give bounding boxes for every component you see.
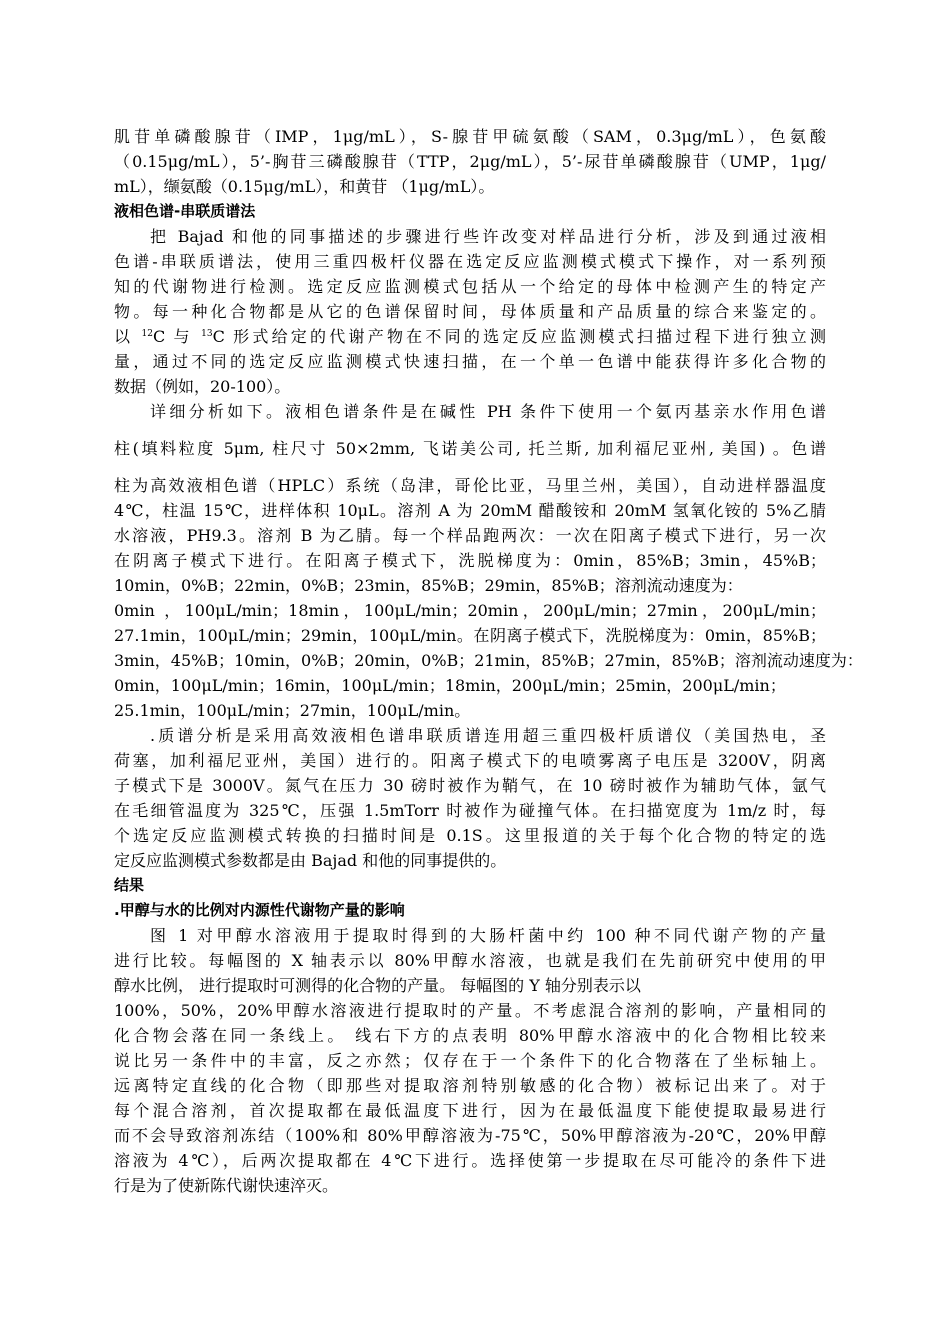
intro-paragraph xyxy=(114,124,826,199)
text-line: 把 Bajad 和他的同事描述的步骤进行些许改变对样品进行分析，涉及到通过液相 xyxy=(150,227,826,246)
text-line: 荷塞，加利福尼亚州，美国）进行的。阳离子模式下的电喷雾离子电压是 3200V，阴离 xyxy=(114,751,826,770)
text-line: 0min，100μL/min；16min，100μL/min；18min，200μL/min；25min，200μL/min； xyxy=(114,676,786,695)
text-line: 个选定反应监测模式转换的扫描时间是 0.1S。这里报道的关于每个化合物的特定的选 xyxy=(114,826,826,845)
text-line: 25.1min，100μL/min；27min，100μL/min。 xyxy=(114,701,471,720)
text-line: 物。每一种化合物都是从它的色谱保留时间，母体质量和产品质量的综合来鉴定的。 xyxy=(114,302,826,321)
text-span: C 形式给定的代谢产物在不同的选定反应监测模式扫描过程下进行独立测 xyxy=(212,327,826,346)
text-line: 溶液为 4℃），后两次提取都在 4℃下进行。选择使第一步提取在尽可能冷的条件下进 xyxy=(114,1151,826,1170)
text-line: 100%，50%，20%甲醇水溶液进行提取时的产量。不考虑混合溶剂的影响，产量相同的 xyxy=(114,1001,826,1020)
text-line: 在毛细管温度为 325℃，压强 1.5mTorr 时被作为碰撞气体。在扫描宽度为 1m/z 时，每 xyxy=(114,801,826,820)
isotope-line xyxy=(114,324,826,349)
text-line: 27.1min，100μL/min；29min，100μL/min。在阴离子模式下，洗脱梯度为：0min，85%B； xyxy=(114,626,826,645)
text-line: 醇水比例， 进行提取时可测得的化合物的产量。 每幅图的 Y 轴分别表示以 xyxy=(114,976,641,995)
text-line: 图 1 对甲醇水溶液用于提取时得到的大肠杆菌中约 100 种不同代谢产物的产量 xyxy=(150,926,826,945)
text-line: 进行比较。每幅图的 X 轴表示以 80%甲醇水溶液，也就是我们在先前研究中使用的甲 xyxy=(114,951,826,970)
text-line: 4℃，柱温 15℃，进样体积 10μL。溶剂 A 为 20mM 醋酸铵和 20mM 氢氧化铵的 5%乙腈 xyxy=(114,501,826,520)
lcms-paragraph-1 xyxy=(114,224,826,399)
text-line: 而不会导致溶剂冻结（100%和 80%甲醇溶液为-75℃，50%甲醇溶液为-20℃，20%甲醇 xyxy=(114,1126,826,1145)
text-line: .质谱分析是采用高效液相色谱串联质谱连用超三重四极杆质谱仪（美国热电，圣 xyxy=(150,726,826,745)
text-line: 知的代谢物进行检测。选定反应监测模式包括从一个给定的母体中检测产生的特定产 xyxy=(114,277,826,296)
text-line: 化合物会落在同一条线上。 线右下方的点表明 80%甲醇水溶液中的化合物相比较来 xyxy=(114,1026,826,1045)
text-line: 定反应监测模式参数都是由 Bajad 和他的同事提供的。 xyxy=(114,851,507,870)
text-line: 说比另一条件中的丰富，反之亦然；仅存在于一个条件下的化合物落在了坐标轴上。 xyxy=(114,1051,826,1070)
text-line: 在阴离子模式下进行。在阳离子模式下，洗脱梯度为：0min，85%B；3min，45%B； xyxy=(114,551,826,570)
text-span: C 与 xyxy=(153,327,202,346)
text-line: 柱为高效液相色谱（HPLC）系统（岛津，哥伦比亚，马里兰州，美国），自动进样器温度 xyxy=(114,476,826,495)
text-line: 子模式下是 3000V。氮气在压力 30 磅时被作为鞘气，在 10 磅时被作为辅助气体，氩气 xyxy=(114,776,826,795)
text-line: 0min ，100μL/min；18min，100μL/min；20min，200μL/min；27min，200μL/min； xyxy=(114,601,826,620)
text-line: （0.15μg/mL），5’-胸苷三磷酸腺苷（TTP，2μg/mL），5’-尿苷单磷酸腺苷（UMP，1μg/ xyxy=(114,152,826,171)
text-line: 行是为了使新陈代谢快速淬灭。 xyxy=(114,1176,339,1195)
text-span: 以 xyxy=(114,327,142,346)
superscript-12: 12 xyxy=(141,329,153,339)
text-line: 远离特定直线的化合物（即那些对提取溶剂特别敏感的化合物）被标记出来了。对于 xyxy=(114,1076,826,1095)
results-paragraph-1 xyxy=(114,923,826,1198)
superscript-13: 13 xyxy=(201,329,213,339)
text-line: 水溶液，PH9.3。溶剂 B 为乙腈。每一个样品跑两次：一次在阳离子模式下进行，另一次 xyxy=(114,526,826,545)
text-line: 数据（例如，20-100）。 xyxy=(114,377,291,396)
subsection-heading-methanol-ratio: .甲醇与水的比例对内源性代谢物产量的影响 xyxy=(114,901,405,919)
section-heading-results: 结果 xyxy=(114,876,145,894)
text-line: 详细分析如下。液相色谱条件是在碱性 PH 条件下使用一个氨丙基亲水作用色谱 xyxy=(150,402,826,421)
lcms-paragraph-2 xyxy=(114,399,863,723)
text-line: mL），缬氨酸（0.15μg/mL），和黄苷 （1μg/mL）。 xyxy=(114,177,495,196)
text-line: 每个混合溶剂，首次提取都在最低温度下进行，因为在最低温度下能使提取最易进行 xyxy=(114,1101,826,1120)
text-line: 3min，45%B；10min，0%B；20min，0%B；21min，85%B；27min，85%B；溶剂流动速度为： xyxy=(114,651,863,670)
document-page xyxy=(114,124,863,1198)
text-line: 10min，0%B；22min，0%B；23min，85%B；29min，85%B；溶剂流动速度为： xyxy=(114,576,743,595)
text-line: 量，通过不同的选定反应监测模式快速扫描，在一个单一色谱中能获得许多化合物的 xyxy=(114,352,826,371)
text-line: 肌苷单磷酸腺苷（IMP，1μg/mL），S-腺苷甲硫氨酸（SAM，0.3μg/mL），色氨酸 xyxy=(114,127,826,146)
section-heading-lcms: 液相色谱-串联质谱法 xyxy=(114,202,256,220)
text-line: 柱(填料粒度 5μm, 柱尺寸 50×2mm, 飞诺美公司, 托兰斯, 加利福尼亚州, 美国) 。色谱 xyxy=(114,439,826,458)
text-line: 色谱-串联质谱法，使用三重四极杆仪器在选定反应监测模式模式下操作，对一系列预 xyxy=(114,252,826,271)
lcms-paragraph-3 xyxy=(114,723,826,873)
